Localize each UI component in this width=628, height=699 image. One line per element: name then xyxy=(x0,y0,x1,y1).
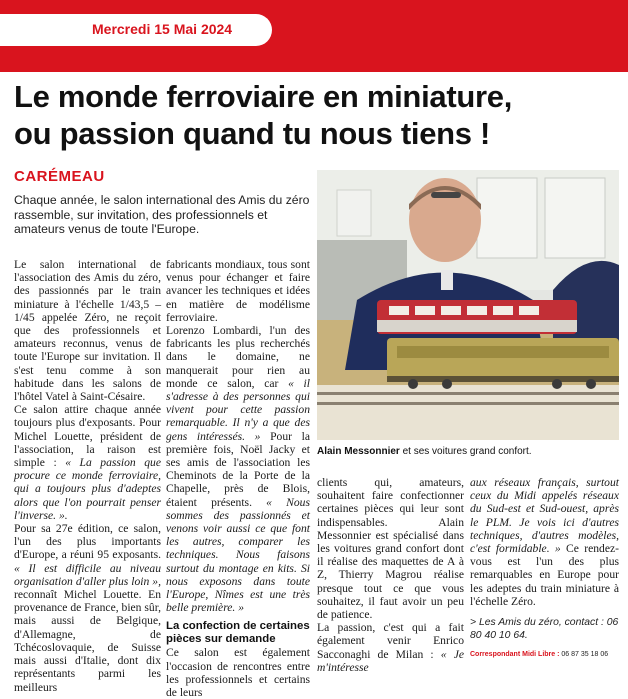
paragraph-text: Lorenzo Lombardi, l'un des fabricants les plus recherchés dans le domaine, ne manquerait pour rien au monde ce salon, car xyxy=(166,324,310,390)
quote: « Nous sommes des passionnés et venons voir aussi ce que font les autres, comparer les techniques. Nous faisons surtout du montage en kits. Si nous exposons dans toute l'Europe, Nîmes est une très belle première. » xyxy=(166,495,310,615)
paragraph-text: La passion, c'est qui a fait également venir Enrico Sacconaghi de Milan : xyxy=(317,621,464,661)
correspondent-phone: 06 87 35 18 06 xyxy=(561,651,609,659)
publication-date: Mercredi 15 Mai 2024 xyxy=(92,21,233,37)
page-header-band xyxy=(0,0,628,72)
article-photo xyxy=(317,170,619,440)
quote: « Il est difficile au niveau organisation d'aller plus loin », xyxy=(14,561,161,588)
paragraph: fabricants mondiaux, tous sont venus pour échanger et faire avancer les techniques et idées en matière de modélisme ferroviaire. xyxy=(166,258,310,324)
paragraph-text: Pour sa 27e édition, ce salon, l'un des plus importants d'Europe, a réuni 95 exposants. xyxy=(14,522,161,562)
date-banner xyxy=(0,14,272,46)
contact-info: > Les Amis du zéro, contact : 06 80 40 10 64. xyxy=(470,617,619,642)
caption-text: et ses voitures grand confort. xyxy=(402,446,532,457)
caption-subject: Alain Messonnier xyxy=(317,446,400,457)
paragraph-text: Ce rendez-vous est l'un des plus remarquables en Europe pour les adeptes du train miniature à l'échelle Zéro. xyxy=(470,542,619,608)
paragraph: Ce salon est également l'occasion de rencontres entre les professionnels et certains de leurs xyxy=(166,646,310,699)
paragraph xyxy=(14,403,161,522)
headline-line-1: Le monde ferroviaire en miniature, xyxy=(14,79,513,114)
photo-caption xyxy=(317,446,619,457)
paragraph xyxy=(470,476,619,608)
quote: aux réseaux français, surtout ceux du Midi appelés réseaux du Sud-est et Sud-ouest, après le PLM. Je vois ici d'autres techniques, d'autres modèles, c'est formidable. » xyxy=(470,476,619,556)
paragraph xyxy=(317,621,464,674)
paragraph xyxy=(14,522,161,694)
article-column-1 xyxy=(14,258,161,694)
paragraph-text: reconnaît Michel Louette. En provenance de France, bien sûr, mais aussi de Belgique, d'Allemagne, de Tchécoslovaquie, de Suisse mais aussi d'Italie, dont dix représentants parmi les meilleurs xyxy=(14,588,161,694)
paragraph-text: Pour la première fois, Noël Jacky et ses amis de l'association les Cheminots de la Porte de la Chapelle, près de Blois, étaient présents. xyxy=(166,429,310,509)
location-kicker: CARÉMEAU xyxy=(14,168,105,185)
article-column-3 xyxy=(317,476,464,674)
quote: « La passion que procure ce monde ferroviaire, qui a toujours plus d'adeptes alors que l'on pourrait penser l'inverse. ». xyxy=(14,456,161,522)
section-subheading: La confection de certaines pièces sur demande xyxy=(166,620,310,646)
quote: « il s'adresse à des personnes qui vivent pour cette passion remarquable. Il n'y a que des gens intéressés. » xyxy=(166,376,310,443)
paragraph: Le salon international de l'association des Amis du zéro, des passionnés par le train miniature à l'échelle 1/43,5 – 1/45 appelée Zéro, ne reçoit que des professionnels et amateurs reconnus, venus de toute l'Europe sur invitation. Il s'est tenu comme à son habitude dans les salons de l'hôtel Vatel à Saint-Césaire. xyxy=(14,258,161,404)
paragraph: clients qui, amateurs, souhaitent faire confectionner certaines pièces qui leur sont indispensables. Alain Messonnier est spécialisé dans les voitures grand confort dont il réalise des maquettes de A à Z, Thierry Magrou réalise presque tout ce que vous souhaitez, il faut avoir un peu de patience. xyxy=(317,476,464,622)
article-column-4 xyxy=(470,476,619,661)
quote: « Je m'intéresse xyxy=(317,647,464,674)
article-column-2 xyxy=(166,258,310,699)
paragraph-text: Ce salon attire chaque année toujours plus d'exposants. Pour Michel Louette, président de l'association, la raison est simple : xyxy=(14,403,161,470)
paragraph xyxy=(166,324,310,614)
correspondent-label: Correspondant Midi Libre : xyxy=(470,651,560,659)
headline-line-2: ou passion quand tu nous tiens ! xyxy=(14,116,491,151)
correspondent-credit xyxy=(470,648,619,661)
article-headline xyxy=(14,78,618,152)
model-train-photo xyxy=(317,170,619,440)
article-lead: Chaque année, le salon international des Amis du zéro rassemble, sur invitation, des professionnels et amateurs venus de toute l'Europe. xyxy=(14,193,310,237)
